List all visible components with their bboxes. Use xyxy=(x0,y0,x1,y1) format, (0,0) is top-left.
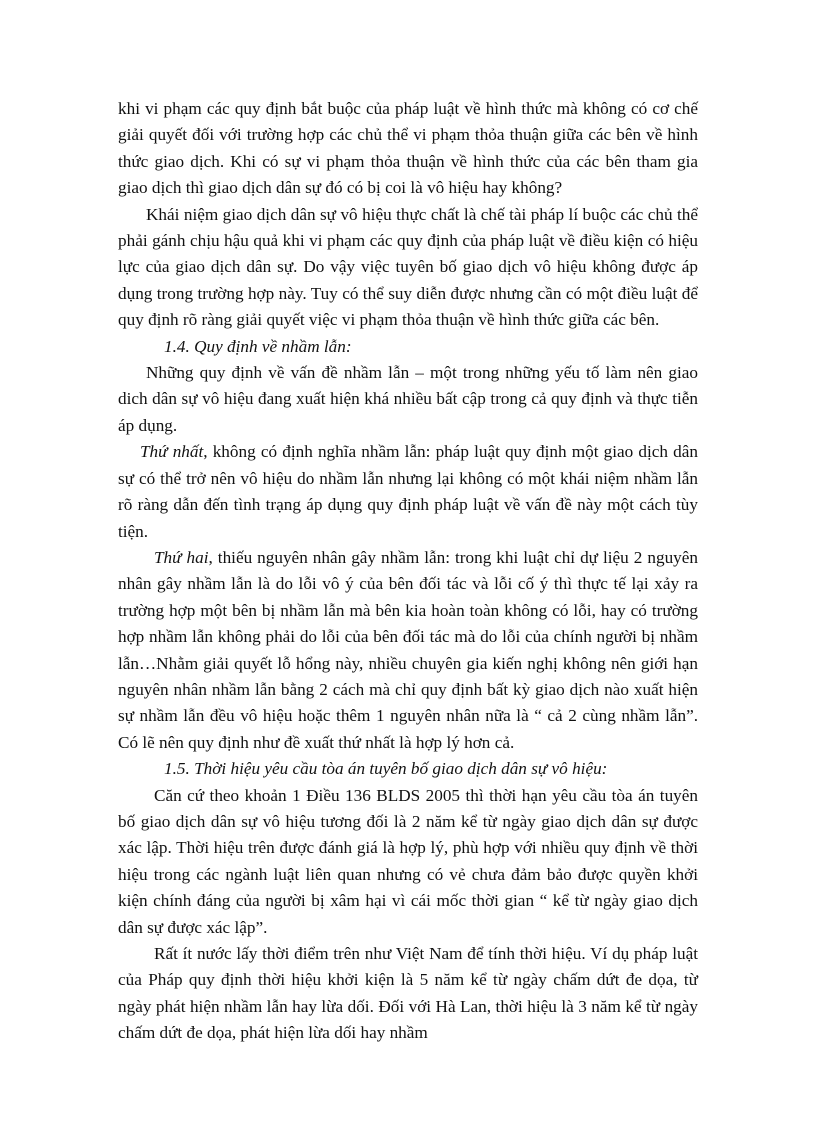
paragraph-second-point xyxy=(118,545,698,756)
heading-1-4: 1.4. Quy định về nhầm lẫn: xyxy=(164,336,352,356)
paragraph-mistake-intro: Những quy định về vấn đề nhầm lẫn – một trong những yếu tố làm nên giao dich dân sự vô hiệu đang xuất hiện khá nhiều bất cập trong cả quy định và thực tiễn áp dụng. xyxy=(118,363,698,435)
heading-1-5: 1.5. Thời hiệu yêu cầu tòa án tuyên bố giao dịch dân sự vô hiệu: xyxy=(164,759,608,779)
first-point-lead: Thứ nhất xyxy=(140,442,204,462)
paragraph-form-violation: khi vi phạm các quy định bắt buộc của pháp luật về hình thức mà không có cơ chế giải quyết đối với trường hợp các chủ thể vi phạm thỏa thuận giữa các bên về hình thức giao dịch. Khi có sự vi phạm thỏa thuận về hình thức của các bên tham gia giao dịch thì giao dịch dân sự đó có bị coi là vô hiệu hay không? xyxy=(118,99,698,198)
paragraph-invalid-concept: Khái niệm giao dịch dân sự vô hiệu thực chất là chế tài pháp lí buộc các chủ thể phải gánh chịu hậu quả khi vi phạm các quy định của pháp luật về điều kiện có hiệu lực của giao dịch dân sự. Do vậy việc tuyên bố giao dịch vô hiệu không được áp dụng trong trường hợp này. Tuy có thể suy diễn được nhưng cần có một điều luật để quy định rõ ràng giải quyết việc vi phạm thỏa thuận về hình thức giữa các bên. xyxy=(118,204,698,330)
paragraph-first-point xyxy=(118,439,698,545)
first-point-text: , không có định nghĩa nhầm lẫn: pháp luật quy định một giao dịch dân sự có thể trở nên vô hiệu do nhầm lẫn nhưng lại không có một khái niệm nhầm lẫn rõ ràng dẫn đến tình trạng áp dụng quy định pháp luật về vấn đề này một cách tùy tiện. xyxy=(118,442,698,541)
second-point-lead: Thứ hai xyxy=(154,547,209,567)
document-page xyxy=(118,96,698,1047)
paragraph-foreign-comparison: Rất ít nước lấy thời điểm trên như Việt Nam để tính thời hiệu. Ví dụ pháp luật của Pháp quy định thời hiệu khởi kiện là 5 năm kể từ ngày chấm dứt đe dọa, từ ngày phát hiện nhầm lẫn hay lừa dối. Đối với Hà Lan, thời hiệu là 3 năm kể từ ngày chấm dứt đe dọa, phát hiện lừa dối hay nhầm xyxy=(118,944,698,1043)
second-point-text: , thiếu nguyên nhân gây nhầm lẫn: trong khi luật chỉ dự liệu 2 nguyên nhân gây nhầm lẫn là do lỗi vô ý của bên đối tác và lỗi cố ý thì thực tế lại xảy ra trường hợp một bên bị nhầm lẫn mà bên kia hoàn toàn không có lỗi, hay có trường hợp nhầm lẫn không phải do lỗi của bên đối tác mà do lỗi của chính người bị nhầm lẫn…Nhằm giải quyết lỗ hổng này, nhiều chuyên gia kiến nghị không nên giới hạn nguyên nhân nhầm lẫn bằng 2 cách mà chỉ quy định bất kỳ giao dịch nào xuất hiện sự nhầm lẫn đều vô hiệu hoặc thêm 1 nguyên nhân nữa là “ cả 2 cùng nhầm lẫn”. Có lẽ nên quy định như đề xuất thứ nhất là hợp lý hơn cả. xyxy=(118,547,698,752)
paragraph-limitation-period: Căn cứ theo khoản 1 Điều 136 BLDS 2005 thì thời hạn yêu cầu tòa án tuyên bố giao dịch dân sự vô hiệu tương đối là 2 năm kể từ ngày giao dịch dân sự được xác lập. Thời hiệu trên được đánh giá là hợp lý, phù hợp với nhiều quy định về thời hiệu trong các ngành luật liên quan nhưng có vẻ chưa đảm bảo được quyền khởi kiện chính đáng của người bị xâm hại vì cái mốc thời gian “ kể từ ngày giao dịch dân sự được xác lập”. xyxy=(118,785,698,937)
